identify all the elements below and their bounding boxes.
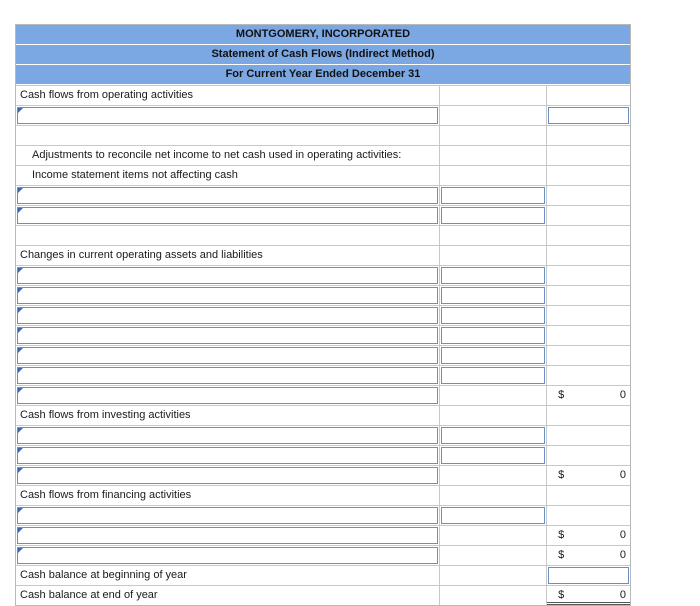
dropdown-marker-icon <box>18 448 23 453</box>
change-item-label-input[interactable] <box>17 367 438 384</box>
change-item-row <box>16 325 630 345</box>
cash-begin-row <box>16 565 630 585</box>
net-change-currency: $ <box>558 549 565 561</box>
operating-heading-row <box>16 85 630 105</box>
investing-item-amount-input[interactable] <box>441 427 545 444</box>
investing-item-amount-input[interactable] <box>441 447 545 464</box>
dropdown-marker-icon <box>18 508 23 513</box>
financing-heading: Cash flows from financing activities <box>20 489 192 501</box>
change-item-label-input[interactable] <box>17 267 438 284</box>
investing-item-row <box>16 425 630 445</box>
net-change-label-input[interactable] <box>17 547 438 564</box>
spacer-row <box>16 225 630 245</box>
investing-heading: Cash flows from investing activities <box>20 409 191 421</box>
dropdown-marker-icon <box>18 288 23 293</box>
dropdown-marker-icon <box>18 328 23 333</box>
net-income-row <box>16 105 630 125</box>
dropdown-marker-icon <box>18 368 23 373</box>
change-item-amount-input[interactable] <box>441 267 545 284</box>
net-income-amount-input[interactable] <box>548 107 629 124</box>
changes-heading-row <box>16 245 630 265</box>
dropdown-marker-icon <box>18 268 23 273</box>
noncash-item-row <box>16 205 630 225</box>
cash-end-value: 0 <box>619 589 626 601</box>
adjustments-heading: Adjustments to reconcile net income to net cash used in operating activities: <box>32 149 402 161</box>
noncash-item-label-input[interactable] <box>17 187 438 204</box>
cash-flow-worksheet <box>15 24 631 606</box>
dropdown-marker-icon <box>18 348 23 353</box>
dropdown-marker-icon <box>18 388 23 393</box>
dropdown-marker-icon <box>18 548 23 553</box>
financing-item-row <box>16 505 630 525</box>
investing-item-label-input[interactable] <box>17 427 438 444</box>
dropdown-marker-icon <box>18 108 23 113</box>
dropdown-marker-icon <box>18 188 23 193</box>
net-change-row <box>16 545 630 565</box>
operating-heading: Cash flows from operating activities <box>20 89 194 101</box>
change-item-amount-input[interactable] <box>441 367 545 384</box>
dropdown-marker-icon <box>18 208 23 213</box>
change-item-row <box>16 345 630 365</box>
financing-total-label-input[interactable] <box>17 527 438 544</box>
change-item-row <box>16 265 630 285</box>
change-item-row <box>16 365 630 385</box>
cash-end-row <box>16 585 630 605</box>
adjustments-heading-row <box>16 145 630 165</box>
financing-total-value: 0 <box>619 529 626 541</box>
operating-total-value: 0 <box>619 389 626 401</box>
dropdown-marker-icon <box>18 428 23 433</box>
operating-total-row <box>16 385 630 405</box>
dropdown-marker-icon <box>18 308 23 313</box>
noncash-item-amount-input[interactable] <box>441 207 545 224</box>
investing-total-row <box>16 465 630 485</box>
company-name: MONTGOMERY, INCORPORATED <box>16 25 630 45</box>
investing-total-value: 0 <box>619 469 626 481</box>
changes-heading: Changes in current operating assets and liabilities <box>20 249 263 261</box>
statement-period: For Current Year Ended December 31 <box>16 65 630 85</box>
net-income-label-input[interactable] <box>17 107 438 124</box>
net-change-value: 0 <box>619 549 626 561</box>
change-item-amount-input[interactable] <box>441 347 545 364</box>
change-item-row <box>16 285 630 305</box>
investing-item-row <box>16 445 630 465</box>
investing-total-currency: $ <box>558 469 565 481</box>
change-item-row <box>16 305 630 325</box>
investing-item-label-input[interactable] <box>17 447 438 464</box>
investing-total-label-input[interactable] <box>17 467 438 484</box>
financing-item-amount-input[interactable] <box>441 507 545 524</box>
statement-title: Statement of Cash Flows (Indirect Method) <box>16 45 630 65</box>
spacer-row <box>16 125 630 145</box>
noncash-heading-row <box>16 165 630 185</box>
operating-total-currency: $ <box>558 389 565 401</box>
dropdown-marker-icon <box>18 528 23 533</box>
change-item-label-input[interactable] <box>17 307 438 324</box>
investing-heading-row <box>16 405 630 425</box>
financing-item-label-input[interactable] <box>17 507 438 524</box>
financing-total-currency: $ <box>558 529 565 541</box>
noncash-item-label-input[interactable] <box>17 207 438 224</box>
change-item-amount-input[interactable] <box>441 327 545 344</box>
noncash-item-amount-input[interactable] <box>441 187 545 204</box>
financing-total-row <box>16 525 630 545</box>
dropdown-marker-icon <box>18 468 23 473</box>
cash-begin-amount-input[interactable] <box>548 567 629 584</box>
operating-total-label-input[interactable] <box>17 387 438 404</box>
noncash-heading: Income statement items not affecting cash <box>32 169 238 181</box>
change-item-label-input[interactable] <box>17 287 438 304</box>
cash-end-label: Cash balance at end of year <box>20 589 158 601</box>
cash-end-currency: $ <box>558 589 565 601</box>
financing-heading-row <box>16 485 630 505</box>
change-item-amount-input[interactable] <box>441 287 545 304</box>
change-item-amount-input[interactable] <box>441 307 545 324</box>
noncash-item-row <box>16 185 630 205</box>
change-item-label-input[interactable] <box>17 347 438 364</box>
change-item-label-input[interactable] <box>17 327 438 344</box>
cash-begin-label: Cash balance at beginning of year <box>20 569 187 581</box>
